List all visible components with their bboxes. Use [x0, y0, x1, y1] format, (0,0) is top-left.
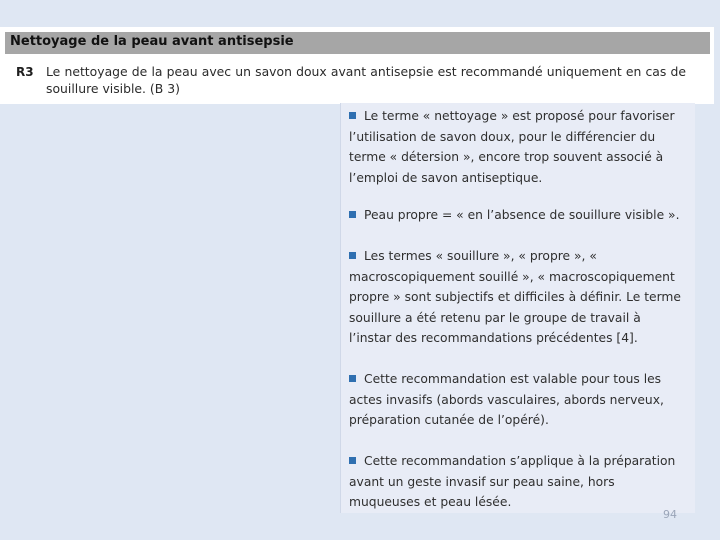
comment-item — [349, 246, 683, 349]
commentary-box — [340, 103, 695, 513]
comment-text: Cette recommandation est valable pour tous les actes invasifs (abords vasculaires, abords nerveux, préparation cutanée de l’opéré). — [349, 372, 664, 428]
comment-item — [349, 369, 683, 431]
square-bullet-icon — [349, 112, 356, 119]
comment-item — [349, 205, 683, 226]
comment-text: Peau propre = « en l’absence de souillure visible ». — [364, 208, 680, 222]
recommendation-text: Le nettoyage de la peau avec un savon doux avant antisepsie est recommandé uniquement en cas de souillure visible. (B 3) — [46, 64, 686, 96]
comment-text: Les termes « souillure », « propre », « macroscopiquement souillé », « macroscopiquement propre » sont subjectifs et difficiles à définir. Le terme souillure a été retenu par le groupe de travail à l’instar des recommandations précédentes [4]. — [349, 249, 681, 346]
comment-text: Cette recommandation s’applique à la préparation avant un geste invasif sur peau saine, hors muqueuses et peau lésée. — [349, 454, 676, 510]
comment-item — [349, 106, 683, 188]
square-bullet-icon — [349, 375, 356, 382]
recommendation-box — [0, 27, 714, 104]
recommendation-code: R3 — [16, 65, 34, 79]
recommendation-header — [5, 32, 710, 54]
page-number: 94 — [663, 508, 677, 521]
square-bullet-icon — [349, 252, 356, 259]
square-bullet-icon — [349, 457, 356, 464]
comment-text: Le terme « nettoyage » est proposé pour favoriser l’utilisation de savon doux, pour le différencier du terme « détersion », encore trop souvent associé à l’emploi de savon antiseptique. — [349, 109, 675, 185]
recommendation-title: Nettoyage de la peau avant antisepsie — [10, 34, 294, 49]
square-bullet-icon — [349, 211, 356, 218]
comment-item — [349, 451, 683, 513]
